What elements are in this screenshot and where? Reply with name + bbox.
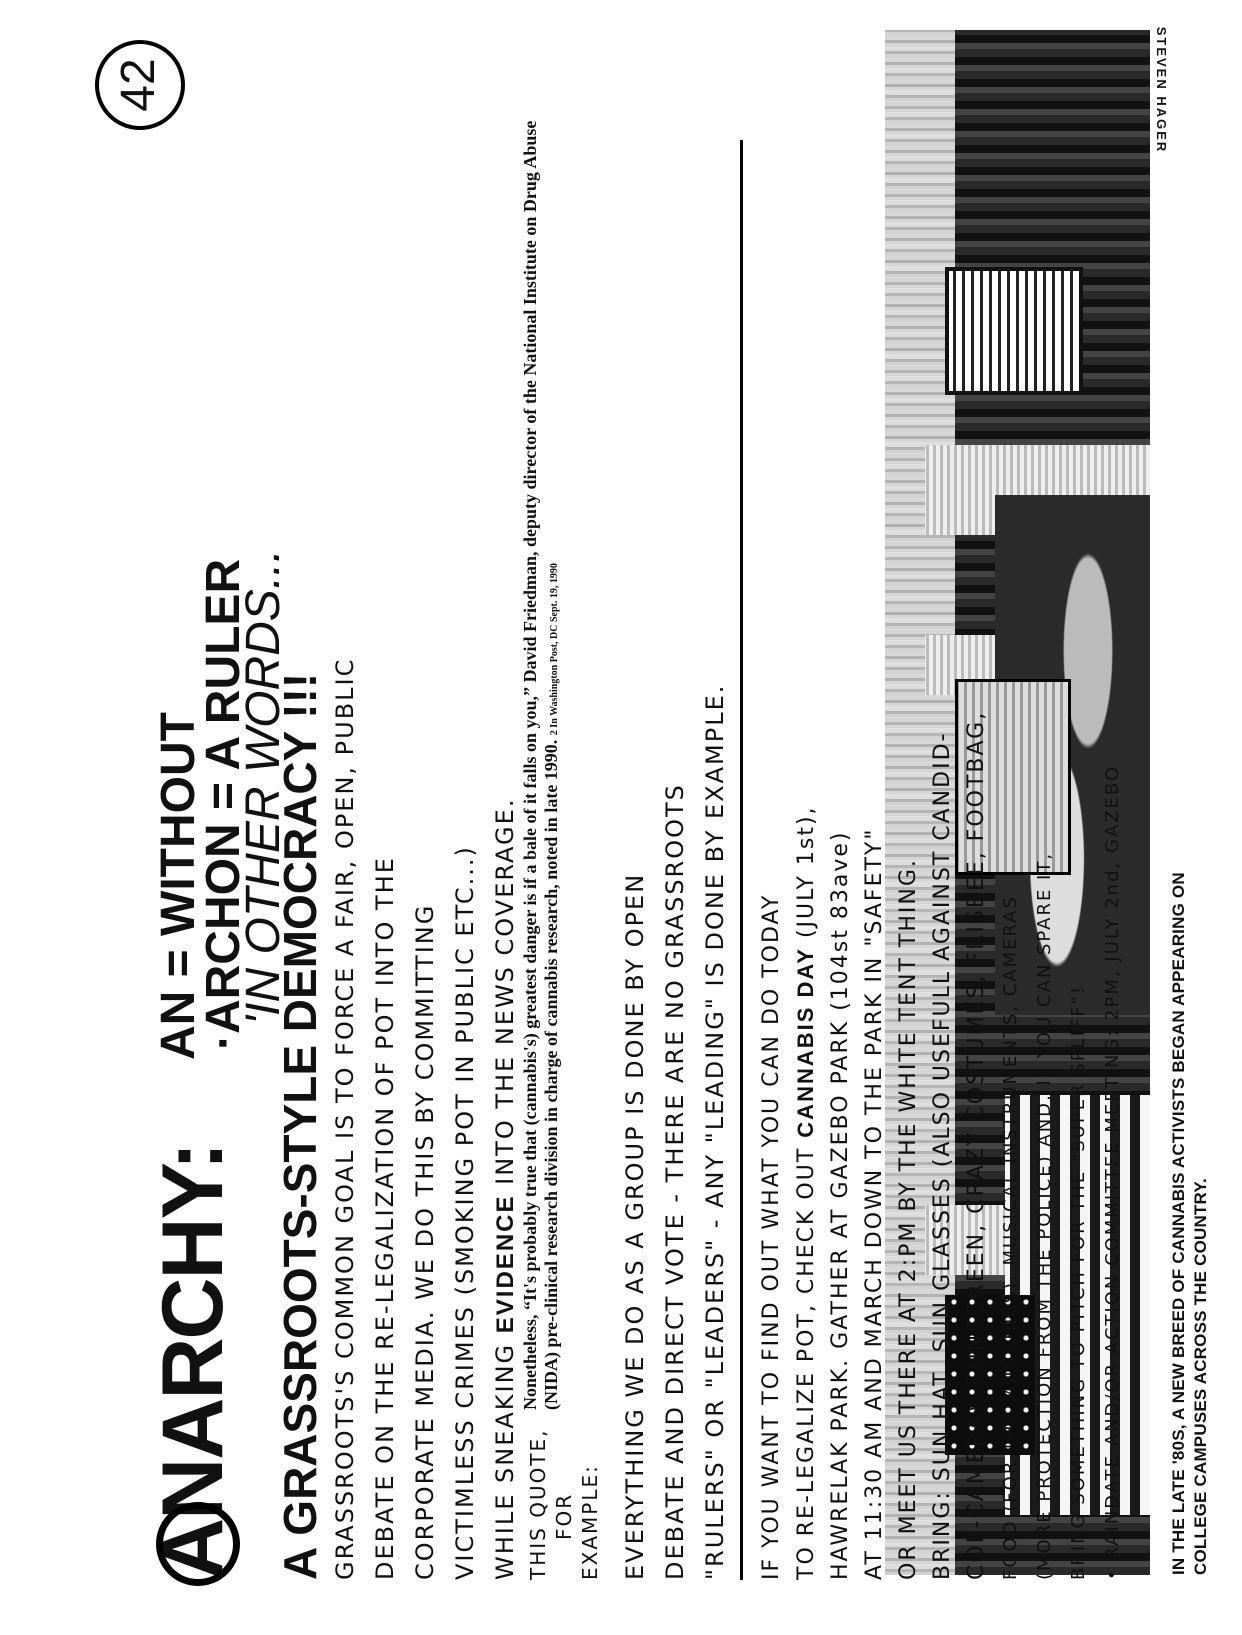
text-line: FOOD (FOR THE MUNCHIES), MUSICAL INSTRUMENTS, CAMERAS [1000,895,1021,1580]
photo-credit: STEVEN HAGER [1154,26,1169,154]
evidence-word: EVIDENCE [492,1194,519,1334]
text-fragment: WHILE SNEAKING [491,1333,519,1580]
grassroots-flyer [40,35,1123,1580]
paragraph-cannabis-day [755,711,1130,1580]
text-line: IF YOU WANT TO FIND OUT WHAT YOU CAN DO TODAY [759,893,784,1580]
text-line: DEBATE ON THE RE-LEGALIZATION OF POT INTO THE [371,856,399,1580]
anarchy-heading [145,1143,241,1580]
definition-line: 'IN OTHER WORDS... [237,549,290,1025]
text-line: FOR [552,1492,576,1540]
text-line: HAWRELAK PARK. GATHER AT GAZEBO PARK (104st 83ave) [828,830,853,1580]
quote-source: 2 In Washington Post, DC Sept. 19, 1990 [549,563,560,736]
anarchy-heading-rest: NARCHY: [145,1143,241,1520]
cannabis-day-label: CANNABIS DAY [793,947,818,1138]
paragraph-democracy [615,684,735,1580]
text-fragment: INTO THE NEWS COVERAGE. [491,797,519,1195]
text-line: EXAMPLE: [578,1464,602,1580]
text-fragment: (JULY 1st), [794,805,819,948]
text-line: OR MEET US THERE AT 2:PM BY THE WHITE TENT THING. [896,858,921,1580]
divider-rule [740,140,743,1580]
text-line: AT 11:30 AM AND MARCH DOWN TO THE PARK IN "SAFETY" [862,827,887,1580]
definition-line: AN = WITHOUT [152,712,205,1060]
quote-text: Nonetheless, “It's probably true that (cannabis's) greatest danger is if a bale of it falls on you,” David Friedman, deputy director of the National Institute on Drug Abuse (NIDA) pre-clinical research division in charge of cannabis research, noted in late 1990. [520,120,561,1410]
flyer-subtitle: A GRASSROOTS-STYLE DEMOCRACY !!! [274,672,326,1580]
caption-line: COLLEGE CAMPUSES ACROSS THE COUNTRY. [1191,1178,1210,1575]
text-line: BRING: SUN HAT, SUN GLASSES (ALSO USEFULL AGAINST CANDID- [930,731,955,1580]
text-fragment: TO RE-LEGALIZE POT, CHECK OUT [794,1137,819,1580]
text-line: DEBATE AND DIRECT VOTE - THERE ARE NO GRASSROOTS [661,783,689,1580]
quote-block [520,110,565,1410]
paragraph-goal [325,658,526,1580]
text-line [789,711,824,1580]
anarchy-symbol-letter: A [145,1519,241,1580]
text-line: (MORE PROTECTION FROM THE POLICE) AND, IF YOU CAN SPARE IT, [1034,851,1055,1580]
text-line: EVERYTHING WE DO AS A GROUP IS DONE BY OPEN [621,872,649,1580]
text-line: • RAINDATE AND/OR ACTION COMMITTEE MEETING: 2PM, JULY 2nd, GAZEBO [1102,764,1123,1580]
photo-caption [1168,30,1212,1575]
photo-window [945,267,1083,395]
page-number-circle: 42 [95,40,185,130]
text-line: GRASSROOTS'S COMMON GOAL IS TO FORCE A FAIR, OPEN, PUBLIC [331,657,359,1580]
text-line: BRING SOMETHING TO PITCH FOR THE "SUPER SPLIFF"! [1068,984,1089,1580]
text-line: CORPORATE MEDIA. WE DO THIS BY COMMITTING [411,903,439,1580]
quote-label [525,1428,603,1580]
text-line: "RULERS" OR "LEADERS" - ANY "LEADING" IS DONE BY EXAMPLE. [701,683,729,1580]
definition-line: ·ARCHON = A RULER [197,558,250,1050]
text-line: COP-CAMERA), SUNSCREEN, CRAZY COSTUMES, FRISBEE, FOOTBAG, [964,710,989,1580]
caption-line: IN THE LATE '80S, A NEW BREED OF CANNABIS ACTIVISTS BEGAN APPEARING ON [1169,872,1188,1575]
text-line: VICTIMLESS CRIMES (SMOKING POT IN PUBLIC ETC...) [451,845,479,1580]
text-line: THIS QUOTE, [526,1428,550,1580]
